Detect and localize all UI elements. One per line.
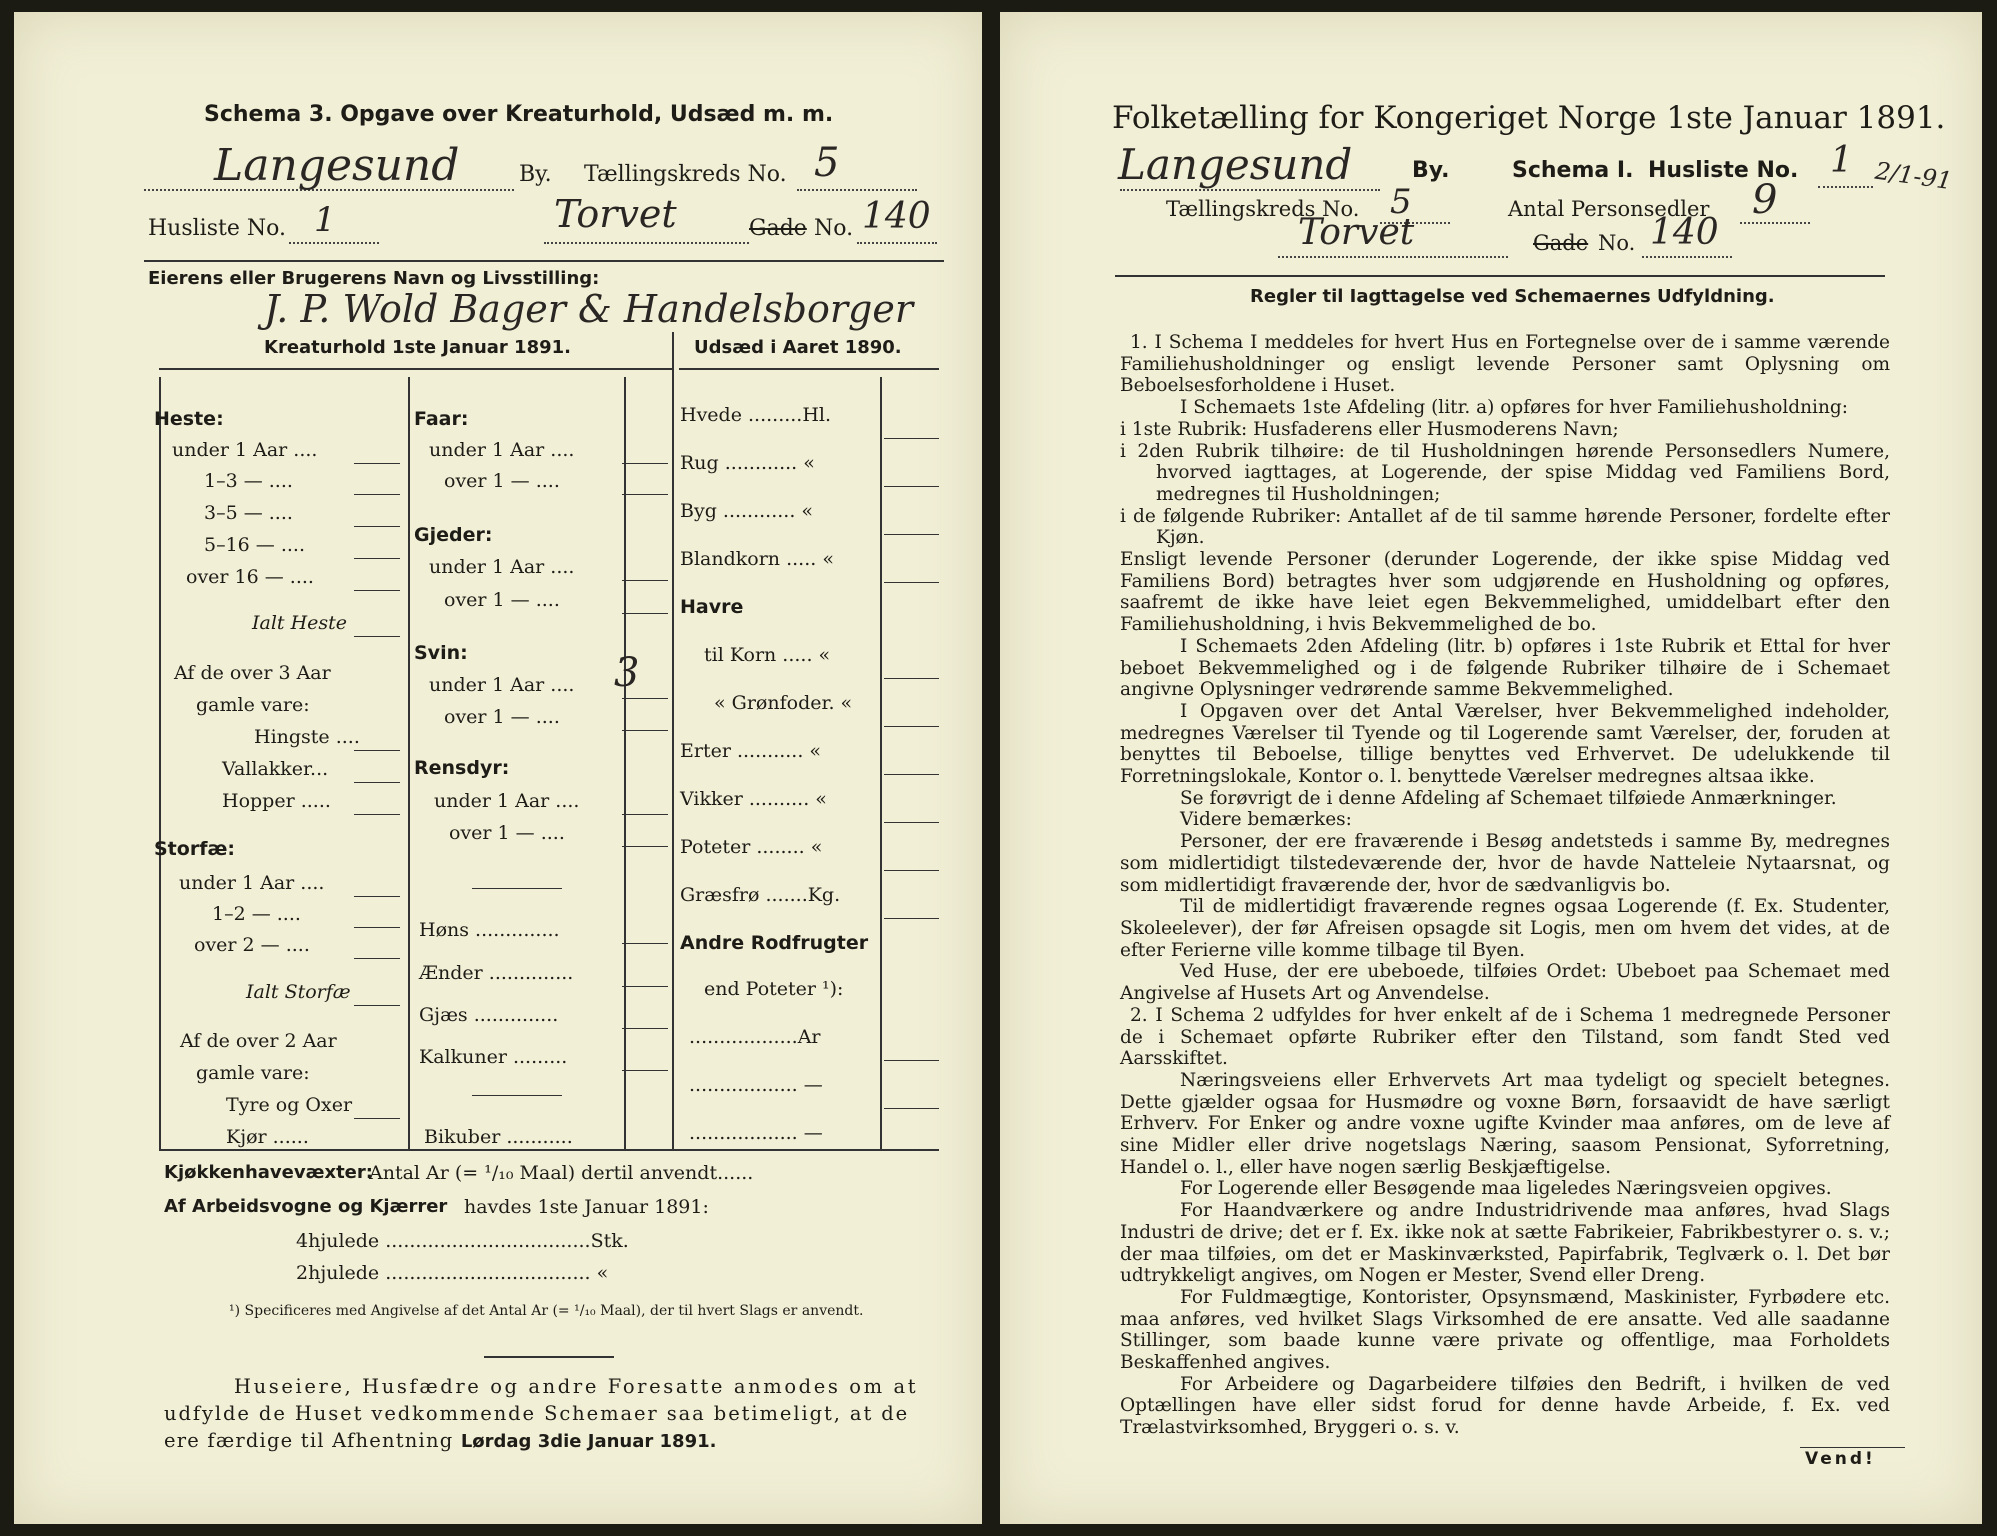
faar-label: Faar: <box>414 408 469 430</box>
entry-blank <box>622 985 668 987</box>
entry-blank <box>884 725 939 727</box>
rule-paragraph: i de følgende Rubriker: Antallet af de til samme hørende Personer, fordelte efter Kjøn. <box>1120 505 1890 549</box>
husliste-value: 1 <box>314 200 336 240</box>
seed-header: Udsæd i Aaret 1890. <box>694 337 902 358</box>
entry-blank <box>622 942 668 944</box>
rule-paragraph: I Schemaets 1ste Afdeling (litr. a) opføres for hver Familiehusholdning: <box>1180 397 1848 419</box>
kreds-label: Tællingskreds No. <box>1166 197 1360 221</box>
havre: Havre <box>680 596 744 618</box>
closing-line-3 <box>164 1429 716 1452</box>
wheel2: 2hjulede .................................. « <box>296 1262 609 1284</box>
entry-blank <box>354 957 400 959</box>
entry-blank <box>884 437 939 439</box>
personsedler-label: Antal Personsedler <box>1508 197 1710 221</box>
husliste-line <box>1818 184 1873 188</box>
entry-blank <box>622 845 668 847</box>
rensdyr-over1: over 1 — .... <box>449 822 565 844</box>
rensdyr-label: Rensdyr: <box>414 757 510 779</box>
end-poteter: end Poteter ¹): <box>704 978 844 1000</box>
gjeder-over1: over 1 — .... <box>444 589 560 611</box>
entry-blank <box>622 493 668 495</box>
entry-blank <box>622 612 668 614</box>
gade-label: Gade <box>749 216 807 241</box>
entry-blank <box>354 1004 400 1006</box>
closing-text: ere færdige til Afhentning <box>164 1429 454 1452</box>
rodfrugt-ar-2: .................. — <box>689 1074 823 1096</box>
entry-blank <box>354 813 400 815</box>
by-label: By. <box>1412 158 1450 183</box>
rule-paragraph: I Schemaets 2den Afdeling (litr. b) opføres i 1ste Rubrik et Ettal for hver beboet Bekvemmelighed og i de følgende Rubriker tilhøire de i Schemaet angivne Oplysninger vedrørende samme Bekvemmelighed. <box>1120 635 1890 701</box>
entry-blank <box>884 581 939 583</box>
heste-over16: over 16 — .... <box>186 566 314 588</box>
gade-label: Gade <box>1533 231 1589 255</box>
rodfrugt-ar-1: ..................Ar <box>689 1026 821 1048</box>
rensdyr-under1: under 1 Aar .... <box>434 790 580 812</box>
entry-blank <box>622 1027 668 1029</box>
faar-over1: over 1 — .... <box>444 470 560 492</box>
kitchen-label: Kjøkkenhavevæxter: <box>164 1162 373 1183</box>
wagons-text: havdes 1ste Januar 1891: <box>464 1196 709 1218</box>
kreds-label: Tællingskreds No. <box>584 162 787 187</box>
short-rule <box>472 888 562 889</box>
separator <box>1115 275 1885 277</box>
rug: Rug ............ « <box>680 452 815 474</box>
gjaes: Gjæs .............. <box>419 1004 559 1026</box>
footnote-rule <box>484 1356 614 1358</box>
no-label: No. <box>1598 231 1636 255</box>
rule-paragraph: I Opgaven over det Antal Værelser, hver Bekvemmelighed indeholder, medregnes Værelser til Tyende og til Logerende samt Værelser, der, foruden at benyttes til Beboelse, tillige benyttes ved Erhvervet. De udelukkende til Forretningslokale, Kontor o. l. benyttede Værelser medregnes altsaa ikke. <box>1120 700 1890 788</box>
entry-blank <box>884 821 939 823</box>
street-line <box>1278 254 1508 258</box>
separator <box>144 260 944 262</box>
vend-label: Vend! <box>1805 1449 1876 1469</box>
entry-blank <box>622 813 668 815</box>
storfae-1-2: 1–2 — .... <box>212 903 301 925</box>
rule-paragraph: i 2den Rubrik tilhøire: de til Husholdningen hørende Personsedlers Numere, hvorved iagttages, at Logerende, der spise Middag ved Familiens Bord, medregnes til Husholdningen; <box>1120 440 1890 505</box>
rule-paragraph: Videre bemærkes: <box>1180 809 1352 831</box>
kalkuner: Kalkuner ......... <box>419 1046 568 1068</box>
bikuber: Bikuber ........... <box>424 1126 573 1148</box>
husliste-value: 1 <box>1830 140 1853 181</box>
owner-handwritten: J. P. Wold Bager & Handelsborger <box>264 287 914 331</box>
closing-date: Lørdag 3die Januar 1891. <box>460 1431 717 1452</box>
owner-label: Eierens eller Brugerens Navn og Livsstilling: <box>148 268 600 289</box>
street-handwritten: Torvet <box>1298 212 1415 253</box>
entry-blank <box>354 1117 400 1119</box>
entry-blank <box>354 635 400 637</box>
hopper: Hopper ..... <box>222 790 331 812</box>
kreds-value: 5 <box>814 140 840 186</box>
wheel4: 4hjulede ..................................Stk. <box>296 1230 629 1252</box>
storfae-gamle: gamle vare: <box>196 1062 310 1084</box>
heste-3-5: 3–5 — .... <box>204 502 293 524</box>
entry-blank <box>622 1149 668 1151</box>
husliste-line <box>289 240 379 244</box>
ialt-heste: Ialt Heste <box>252 612 348 634</box>
hvede: Hvede .........Hl. <box>680 404 832 426</box>
entry-blank <box>884 677 939 679</box>
entry-blank <box>354 525 400 527</box>
heste-5-16: 5–16 — .... <box>204 534 306 556</box>
heste-label: Heste: <box>154 408 224 430</box>
aender: Ænder .............. <box>419 962 574 984</box>
rule-paragraph: 2. I Schema 2 udfyldes for hver enkelt af de i Schema 1 medregnede Personer de i Schemaet opførte Rubriker efter den Tilstand, som fandt Sted ved Aarsskiftet. <box>1120 1004 1890 1070</box>
andre-rodfrugter: Andre Rodfrugter <box>680 932 869 954</box>
husliste-label: Husliste No. <box>1648 158 1799 183</box>
mid-divider <box>672 332 674 1149</box>
entry-blank <box>884 773 939 775</box>
short-rule <box>472 1095 562 1096</box>
kjor: Kjør ...... <box>226 1126 309 1148</box>
entry-blank <box>622 1069 668 1071</box>
erter: Erter ........... « <box>680 740 822 762</box>
rule-paragraph: Ved Huse, der ere ubeboede, tilføies Ordet: Ubeboet paa Schemaet med Angivelse af Husets Art og Anvendelse. <box>1120 961 1890 1005</box>
tyre-oxer: Tyre og Oxer <box>226 1094 353 1116</box>
svin-under1: under 1 Aar .... <box>429 674 575 696</box>
entry-blank <box>354 462 400 464</box>
by-label: By. <box>519 162 552 187</box>
kreds-line <box>797 187 917 191</box>
rule-paragraph: Til de midlertidigt fraværende regnes ogsaa Logerende (f. Ex. Studenter, Skoleelever), der før Afreisen opsagde sit Logis, men om hvem det vides, at de efter Ferierne ville komme tilbage til Byen. <box>1120 896 1890 961</box>
storfae-over2-aar: Af de over 2 Aar <box>180 1030 337 1052</box>
closing-line-1: Huseiere, Husfædre og andre Foresatte anmodes om at <box>234 1375 919 1398</box>
gjeder-label: Gjeder: <box>414 524 493 546</box>
house-no: 140 <box>862 196 931 237</box>
storfae-over2: over 2 — .... <box>194 934 310 956</box>
house-no-line <box>1642 254 1732 258</box>
rule-paragraph: For Haandværkere og andre Industridrivende maa anføres, hvad Slags Industri de drive; det er f. Ex. ikke nok at sætte Fabrikeier, Fabrikbestyrer o. s. v.; der maa tilføies, om det er Maskinværksted, Papirfabrik, Teglværk o. l. Det bør udtrykkeligt angives, om Nogen er Mester, Svend eller Dreng. <box>1120 1200 1890 1287</box>
table-bottom-rule <box>159 1149 939 1151</box>
rule-paragraph: Ensligt levende Personer (derunder Logerende, der ikke spise Middag ved Familiens Bord) betragtes hver som udgjørende en Husholdning og opføres, saafremt de ikke have leiet egen Bekvemmelighed, umiddelbart efter den Familiehusholdning, i hvis Bekvemmelighed de bo. <box>1120 549 1890 636</box>
heste-over3: Af de over 3 Aar <box>174 662 331 684</box>
rule-paragraph: 1. I Schema I meddeles for hvert Hus en Fortegnelse over de i samme værende Familiehusholdninger og ensligt levende Personer samt Oplysning om Beboelsesforholdene i Huset. <box>1120 332 1890 397</box>
blandkorn: Blandkorn ..... « <box>680 548 834 570</box>
rules-body <box>1120 332 1890 1439</box>
entry-blank <box>354 926 400 928</box>
no-label: No. <box>814 216 854 241</box>
rule-paragraph: For Arbeidere og Dagarbeidere tilføies den Bedrift, i hvilken de ved Optællingen have eller sidst forud for denne havde Arbeide, f. Ex. ved Trælastvirksomhed, Bryggeri o. s. v. <box>1120 1373 1890 1439</box>
rule-paragraph: Personer, der ere fraværende i Besøg andetsteds i samme By, medregnes som midlertidigt tilstedeværende der, hvor de havde Natteleie Nytaarsnat, og som midlertidigt fraværende der, hvor de sædvanligvis bo. <box>1120 831 1890 896</box>
house-no-line <box>857 240 937 244</box>
storfae-label: Storfæ: <box>154 838 235 860</box>
ialt-storfae: Ialt Storfæ <box>246 981 351 1003</box>
entry-blank <box>354 589 400 591</box>
rule-paragraph: i 1ste Rubrik: Husfaderens eller Husmoderens Navn; <box>1120 418 1619 440</box>
entry-blank <box>354 557 400 559</box>
byg: Byg ............ « <box>680 500 814 522</box>
vikker: Vikker .......... « <box>680 788 827 810</box>
rules-title: Regler til Iagttagelse ved Schemaernes Udfyldning. <box>1250 286 1775 307</box>
entry-blank <box>884 869 939 871</box>
livestock-header-rule <box>159 368 674 370</box>
entry-blank <box>884 485 939 487</box>
hingste: Hingste .... <box>254 726 360 748</box>
entry-blank <box>622 729 668 731</box>
entry-blank <box>622 579 668 581</box>
husliste-label: Husliste No. <box>148 216 286 241</box>
rule-paragraph: Se forøvrigt de i denne Afdeling af Schemaet tilføiede Anmærkninger. <box>1180 787 1837 809</box>
right-page <box>1000 12 1982 1524</box>
rule-paragraph: For Fuldmægtige, Kontorister, Opsynsmænd, Maskinister, Fyrbødere etc. maa anføres, ved hvilket Slags Virksomhed de ere ansatte. Ved alle saadanne Stillinger, som baade kunne være private og offentlige, maa Forholdets Beskaffenhed angives. <box>1120 1286 1890 1374</box>
havre-til-korn: til Korn ..... « <box>704 644 831 666</box>
rule-paragraph: Næringsveiens eller Erhvervets Art maa tydeligt og specielt betegnes. Dette gjælder ogsaa for Husmødre og voxne Børn, forsaavidt de have særligt Erhverv. For Enker og andre voxne ugifte Kvinder maa anføres, om de leve af sine Midler eller drive nogetslags Næring, saasom Pensionat, Syforretning, Handel o. l., eller have nogen særlig Beskjæftigelse. <box>1120 1069 1890 1178</box>
entry-blank <box>354 749 400 751</box>
havre-gronfoder: « Grønfoder. « <box>714 692 853 714</box>
heste-under1: under 1 Aar .... <box>172 439 318 461</box>
col1-rule <box>408 377 410 1149</box>
schema3-title: Schema 3. Opgave over Kreaturhold, Udsæd m. m. <box>204 102 834 127</box>
col3-rule <box>880 377 882 1149</box>
seed-header-rule <box>679 368 939 370</box>
entry-blank <box>884 1107 939 1109</box>
faar-under1: under 1 Aar .... <box>429 439 575 461</box>
rodfrugt-ar-3: .................. — <box>689 1122 823 1144</box>
wagons-label: Af Arbeidsvogne og Kjærrer <box>164 1196 448 1217</box>
kitchen-text: Antal Ar (= ¹/₁₀ Maal) dertil anvendt...... <box>369 1162 754 1184</box>
left-page <box>14 12 982 1524</box>
personsedler-value: 9 <box>1752 177 1778 223</box>
entry-blank <box>354 895 400 897</box>
entry-blank <box>884 1059 939 1061</box>
kreds-value: 5 <box>1390 182 1412 222</box>
graesfro: Græsfrø .......Kg. <box>680 884 841 906</box>
street-line <box>544 240 749 244</box>
town-handwritten: Langesund <box>214 140 460 191</box>
svin-label: Svin: <box>414 642 468 664</box>
livestock-header: Kreaturhold 1ste Januar 1891. <box>264 337 571 358</box>
heste-gamle: gamle vare: <box>196 694 310 716</box>
heste-1-3: 1–3 — .... <box>204 470 293 492</box>
town-handwritten: Langesund <box>1118 140 1353 189</box>
rule-paragraph: For Logerende eller Besøgende maa ligeledes Næringsveien opgives. <box>1180 1178 1832 1200</box>
entry-blank <box>884 917 939 919</box>
vallakker: Vallakker... <box>222 758 329 780</box>
table-left-rule <box>159 377 161 1149</box>
closing-line-2: udfylde de Huset vedkommende Schemaer saa betimeligt, at de <box>164 1402 910 1425</box>
hons: Høns .............. <box>419 919 560 941</box>
gjeder-under1: under 1 Aar .... <box>429 556 575 578</box>
poteter: Poteter ........ « <box>680 836 823 858</box>
house-no: 140 <box>1650 212 1719 253</box>
schema-label: Schema I. <box>1512 158 1634 183</box>
date-handwritten: 2/1-91 <box>1873 156 1954 196</box>
street-handwritten: Torvet <box>554 192 677 236</box>
entry-blank <box>622 697 668 699</box>
entry-blank <box>354 493 400 495</box>
census-title: Folketælling for Kongeriget Norge 1ste Januar 1891. <box>1112 100 1946 136</box>
entry-blank <box>354 781 400 783</box>
entry-blank <box>884 533 939 535</box>
entry-blank <box>622 462 668 464</box>
footnote: ¹) Specificeres med Angivelse af det Antal Ar (= ¹/₁₀ Maal), der til hvert Slags er anvendt. <box>229 1303 864 1319</box>
svin-under1-value: 3 <box>614 650 640 696</box>
svin-over1: over 1 — .... <box>444 706 560 728</box>
storfae-under1: under 1 Aar .... <box>179 872 325 894</box>
